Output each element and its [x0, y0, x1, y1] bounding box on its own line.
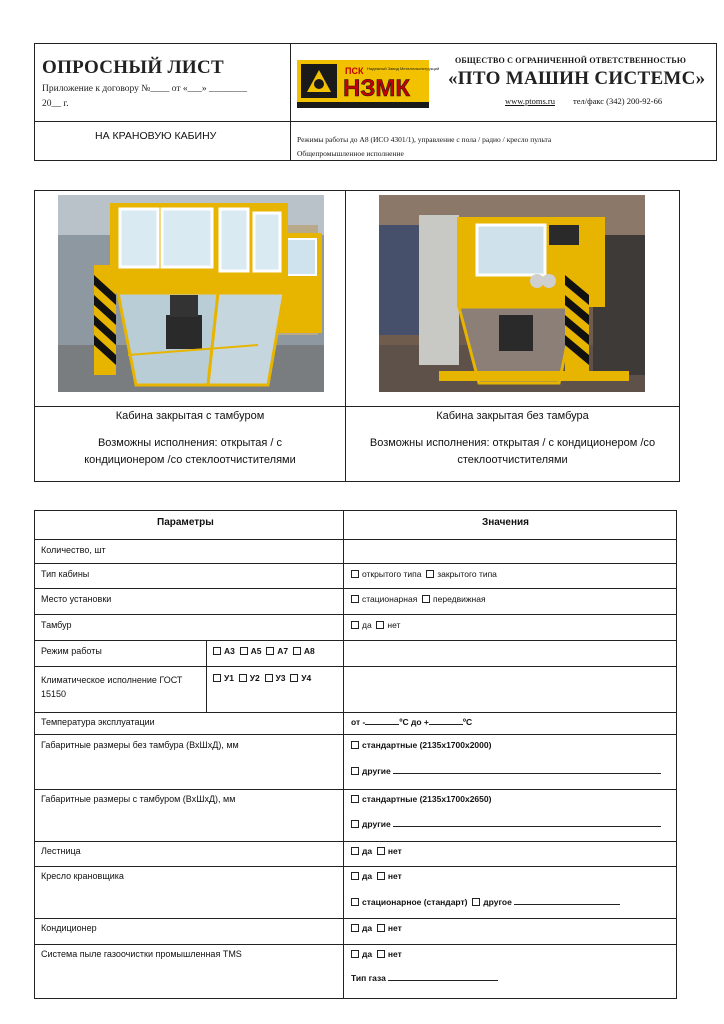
other-dims-field[interactable]: [393, 773, 661, 774]
temp-unit-label: ºС: [462, 717, 473, 727]
option-yes: да: [362, 846, 373, 856]
option-open-type: открытого типа: [362, 569, 422, 579]
column-header-parameters: Параметры: [157, 517, 214, 528]
value-dims-vestibule-other: [351, 819, 661, 829]
row-line: [35, 841, 676, 842]
param-temperature: Температура эксплуатации: [41, 717, 155, 727]
option-mobile: передвижная: [433, 594, 486, 604]
contract-reference: [42, 82, 282, 112]
photo-caption-2: [346, 408, 679, 469]
option-standard-chair: стационарное (стандарт): [362, 897, 468, 907]
value-ladder: [351, 846, 402, 856]
option-closed-type: закрытого типа: [437, 569, 497, 579]
checkbox[interactable]: [351, 924, 359, 932]
checkbox[interactable]: [376, 621, 384, 629]
company-logo: [297, 60, 440, 108]
param-dims-vestibule: Габаритные размеры с тамбуром (ВхШхД), мм: [41, 794, 236, 804]
checkbox[interactable]: [472, 898, 480, 906]
row-line: [35, 614, 676, 615]
temp-min-field[interactable]: [365, 724, 399, 725]
cabin-with-vestibule-photo: [58, 195, 324, 392]
form-title: ОПРОСНЫЙ ЛИСТ: [42, 57, 224, 78]
table-divider-main: [343, 511, 344, 998]
checkbox[interactable]: [426, 570, 434, 578]
caption-2-options-line-1: Возможны исполнения: открытая / с кондиционером /со: [369, 437, 656, 449]
option-no: нет: [387, 620, 401, 630]
checkbox[interactable]: [377, 847, 385, 855]
option-yes: да: [362, 871, 373, 881]
param-dims-no-vestibule: Габаритные размеры без тамбура (ВхШхД), мм: [41, 740, 239, 750]
other-dims-field[interactable]: [393, 826, 661, 827]
param-climate: [41, 673, 182, 701]
param-climate-line-2: 15150: [41, 689, 67, 699]
option-other: другие: [362, 819, 391, 829]
contract-line-1: Приложение к договору №____ от «___» ________: [42, 84, 247, 94]
value-vestibule: [351, 620, 400, 630]
row-line: [35, 640, 676, 641]
logo-tagline: Надежный Завод Металлоконструкций: [367, 66, 440, 71]
param-air-conditioner: Кондиционер: [41, 923, 97, 933]
checkbox[interactable]: [240, 647, 248, 655]
param-climate-line-1: Климатическое исполнение ГОСТ: [41, 675, 183, 685]
value-climate: [213, 673, 311, 683]
company-legal-form: ОБЩЕСТВО С ОГРАНИЧЕННОЙ ОТВЕТСТВЕННОСТЬЮ: [455, 56, 687, 65]
value-gas-system: [351, 949, 402, 959]
caption-1-options-line-1: Возможны исполнения: открытая / с: [97, 437, 283, 449]
cabin-without-vestibule-photo: [379, 195, 645, 392]
checkbox[interactable]: [293, 647, 301, 655]
checkbox[interactable]: [351, 595, 359, 603]
row-line: [35, 918, 676, 919]
value-cabin-type: [351, 569, 497, 579]
operating-modes-note: Режимы работы до А8 (ИСО 4301/1), управление с пола / радио / кресло пульта: [297, 135, 552, 144]
row-line: [35, 563, 676, 564]
option-a8: А8: [303, 646, 315, 656]
option-yes: да: [362, 949, 373, 959]
checkbox[interactable]: [351, 847, 359, 855]
checkbox[interactable]: [351, 872, 359, 880]
param-duty-mode: Режим работы: [41, 646, 102, 656]
option-stationary: стационарная: [362, 594, 418, 604]
checkbox[interactable]: [351, 820, 359, 828]
option-no: нет: [387, 949, 402, 959]
value-dims-no-vestibule-std: [351, 740, 491, 750]
checkbox[interactable]: [377, 950, 385, 958]
checkbox[interactable]: [351, 795, 359, 803]
row-line: [35, 789, 676, 790]
design-note: Общепромышленное исполнение: [297, 149, 404, 158]
header-divider-horizontal: [35, 121, 716, 122]
option-no: нет: [387, 846, 402, 856]
row-line: [35, 588, 676, 589]
row-line: [35, 734, 676, 735]
row-line: [35, 944, 676, 945]
param-chair: Кресло крановщика: [41, 871, 124, 881]
company-website-link[interactable]: www.ptoms.ru: [505, 96, 555, 106]
option-u3: У3: [275, 673, 286, 683]
checkbox[interactable]: [265, 674, 273, 682]
temp-max-field[interactable]: [429, 724, 463, 725]
value-chair: [351, 871, 402, 881]
company-name: «ПТО МАШИН СИСТЕМС»: [448, 68, 706, 89]
photo-divider-horizontal: [35, 406, 679, 407]
photo-block: [34, 190, 680, 482]
gas-type-label: Тип газа: [351, 973, 386, 983]
table-divider-options: [206, 640, 207, 712]
parameters-table: [34, 510, 677, 999]
column-header-values: Значения: [482, 517, 530, 528]
option-other-chair: другое: [483, 897, 512, 907]
option-a3: А3: [224, 646, 235, 656]
value-air-conditioner: [351, 923, 402, 933]
company-phone: тел/факс (342) 200-92-66: [573, 96, 663, 106]
option-u1: У1: [224, 673, 235, 683]
param-location: Место установки: [41, 594, 112, 604]
checkbox[interactable]: [377, 872, 385, 880]
param-quantity: Количество, шт: [41, 545, 106, 555]
other-chair-field[interactable]: [514, 904, 620, 905]
cabin-heading: НА КРАНОВУЮ КАБИНУ: [95, 130, 217, 142]
row-line: [35, 539, 676, 540]
value-location: [351, 594, 486, 604]
row-line: [35, 712, 676, 713]
value-chair-kind: [351, 897, 620, 907]
checkbox[interactable]: [239, 674, 247, 682]
caption-2-options-line-2: стеклоотчистителями: [457, 454, 568, 466]
checkbox[interactable]: [351, 621, 359, 629]
row-line: [35, 866, 676, 867]
checkbox[interactable]: [351, 570, 359, 578]
temp-mid-label: ºС до +: [399, 717, 429, 727]
temp-from-label: от -: [351, 717, 366, 727]
option-yes: да: [362, 923, 373, 933]
checkbox[interactable]: [351, 741, 359, 749]
checkbox[interactable]: [351, 898, 359, 906]
value-duty-mode: [213, 646, 315, 656]
gas-type-field[interactable]: [388, 980, 498, 981]
checkbox[interactable]: [351, 767, 359, 775]
param-ladder: Лестница: [41, 846, 81, 856]
value-temperature[interactable]: [351, 717, 472, 727]
logo-brand: НЗМК: [343, 75, 411, 102]
header-divider-vertical: [290, 44, 291, 160]
option-a7: А7: [277, 646, 289, 656]
header-block: [34, 43, 717, 161]
value-dims-no-vestibule-other: [351, 766, 661, 776]
contract-line-2: 20__ г.: [42, 99, 69, 109]
checkbox[interactable]: [422, 595, 430, 603]
checkbox[interactable]: [213, 647, 221, 655]
value-dims-vestibule-std: [351, 794, 491, 804]
option-yes: да: [362, 620, 372, 630]
checkbox[interactable]: [266, 647, 274, 655]
checkbox[interactable]: [213, 674, 221, 682]
option-no: нет: [387, 871, 402, 881]
option-u2: У2: [249, 673, 260, 683]
param-gas-system: Система пыле газоочистки промышленная TMS: [41, 949, 242, 959]
option-u4: У4: [301, 673, 312, 683]
checkbox[interactable]: [377, 924, 385, 932]
checkbox[interactable]: [290, 674, 298, 682]
option-a5: А5: [250, 646, 262, 656]
logo-small-text: ПСК: [345, 66, 364, 76]
option-standard-dims: стандартные (2135х1700х2000): [362, 740, 492, 750]
option-other: другие: [362, 766, 391, 776]
caption-1-options-line-2: кондиционером /со стеклоотчистителями: [84, 454, 296, 466]
caption-1-title: Кабина закрытая с тамбуром: [115, 410, 265, 422]
row-line: [35, 666, 676, 667]
option-standard-dims: стандартные (2135х1700х2650): [362, 794, 492, 804]
photo-caption-1: [35, 408, 345, 469]
value-gas-type: [351, 973, 498, 983]
caption-2-title: Кабина закрытая без тамбура: [436, 410, 589, 422]
option-no: нет: [387, 923, 402, 933]
checkbox[interactable]: [351, 950, 359, 958]
param-vestibule: Тамбур: [41, 620, 72, 630]
param-cabin-type: Тип кабины: [41, 569, 90, 579]
